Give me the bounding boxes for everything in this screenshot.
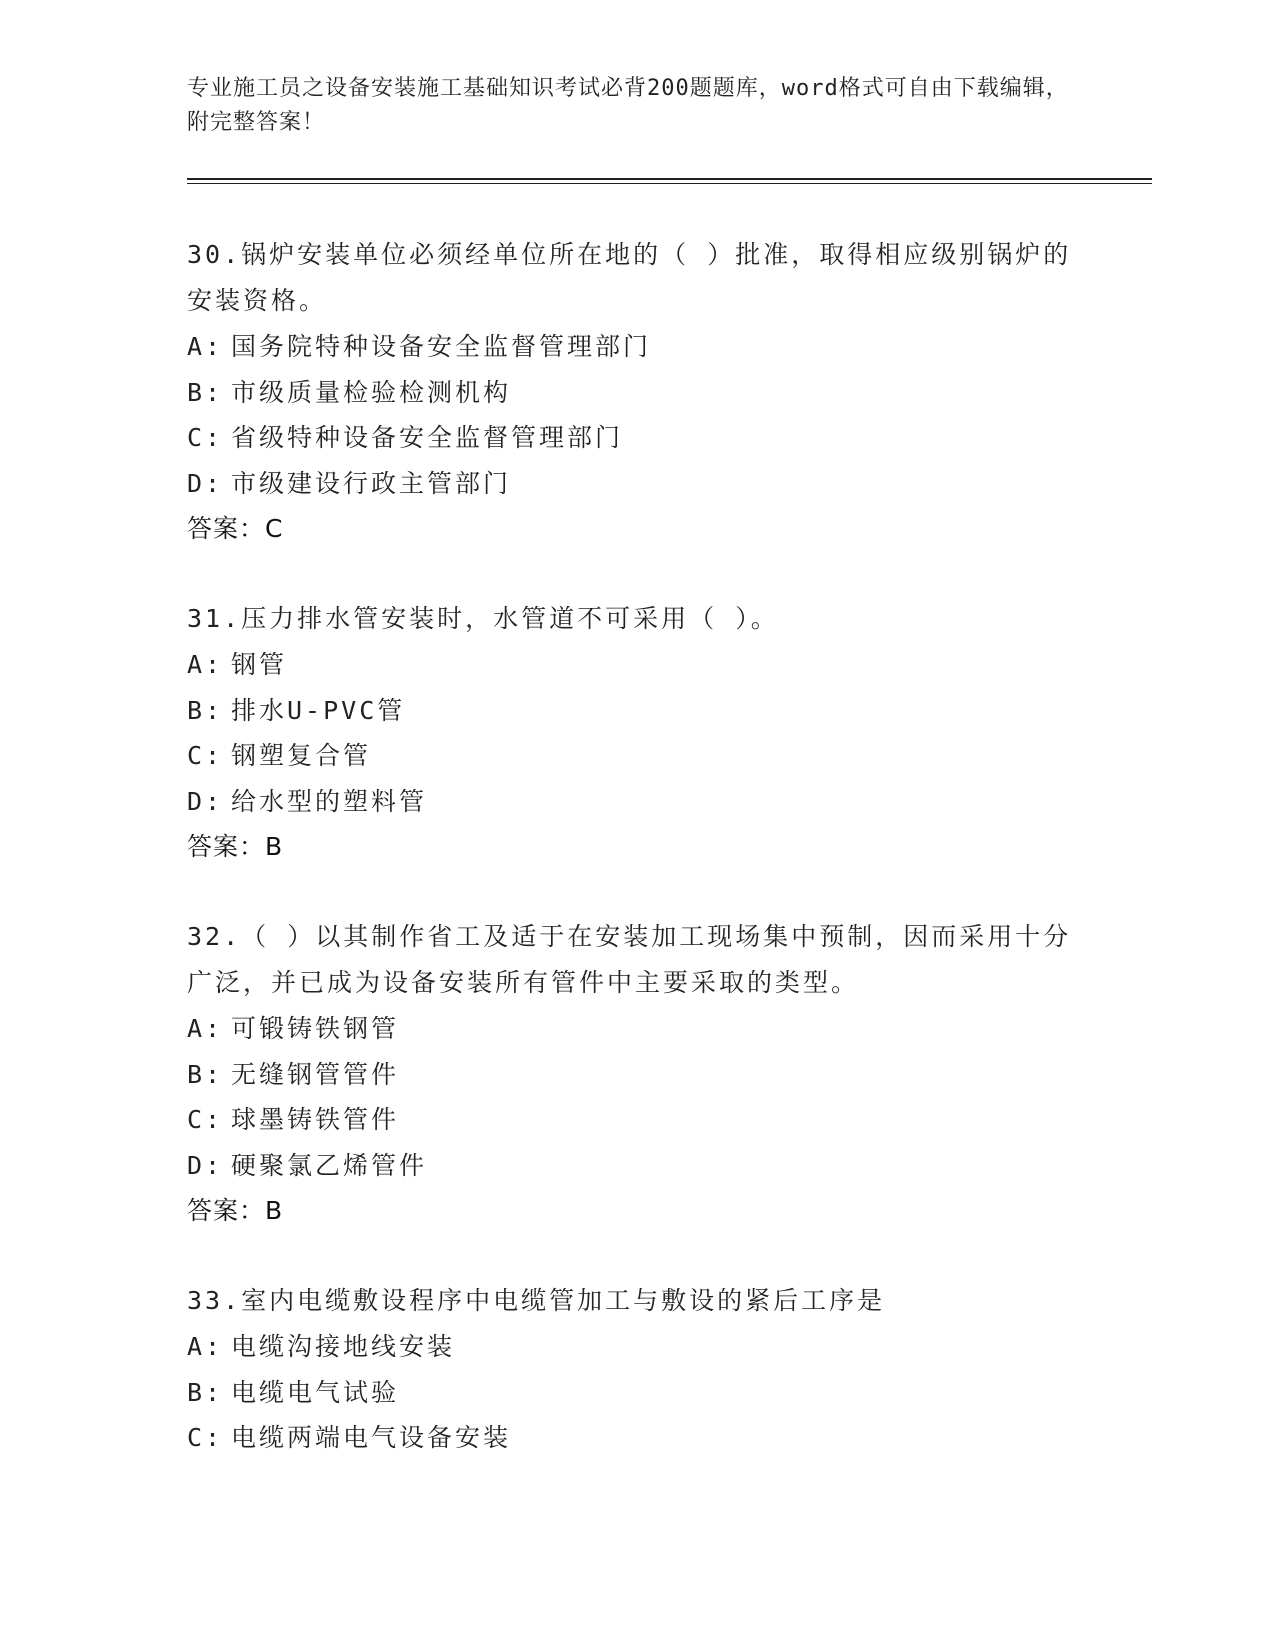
option-letter: C: bbox=[187, 423, 224, 452]
option-text: 国务院特种设备安全监督管理部门 bbox=[231, 332, 652, 361]
option-c bbox=[187, 733, 1087, 779]
option-c bbox=[187, 415, 1087, 461]
option-letter: D: bbox=[187, 1150, 224, 1180]
option-text: 省级特种设备安全监督管理部门 bbox=[231, 423, 624, 452]
option-b bbox=[187, 1370, 1087, 1416]
option-text: 给水型的塑料管 bbox=[231, 786, 428, 816]
question-32 bbox=[187, 914, 1087, 1234]
option-a bbox=[187, 1006, 1087, 1052]
option-letter: B: bbox=[187, 377, 224, 407]
option-text: 电缆电气试验 bbox=[231, 1377, 400, 1407]
option-letter: A: bbox=[187, 650, 224, 679]
option-a bbox=[187, 324, 1087, 370]
option-letter: B: bbox=[187, 1377, 224, 1407]
option-letter: D: bbox=[187, 468, 224, 498]
question-stem: 33.室内电缆敷设程序中电缆管加工与敷设的紧后工序是 bbox=[187, 1286, 886, 1315]
option-letter: B: bbox=[187, 1059, 224, 1089]
question-33 bbox=[187, 1278, 1087, 1461]
question-31 bbox=[187, 596, 1087, 870]
option-d bbox=[187, 779, 1087, 825]
option-text: 硬聚氯乙烯管件 bbox=[231, 1150, 428, 1180]
option-letter: D: bbox=[187, 786, 224, 816]
option-a bbox=[187, 642, 1087, 688]
option-text: 钢管 bbox=[231, 650, 288, 679]
option-c bbox=[187, 1415, 1087, 1461]
option-text: 可锻铸铁钢管 bbox=[231, 1014, 400, 1043]
option-letter: C: bbox=[187, 1423, 224, 1452]
answer-label: 答案：B bbox=[187, 1196, 284, 1225]
question-stem: 32.（ ）以其制作省工及适于在安装加工现场集中预制，因而采用十分广泛，并已成为设备安装所有管件中主要采取的类型。 bbox=[187, 922, 1072, 997]
header-divider-thick bbox=[187, 178, 1152, 180]
option-letter: B: bbox=[187, 695, 224, 725]
option-text: 电缆两端电气设备安装 bbox=[231, 1423, 512, 1452]
option-c bbox=[187, 1097, 1087, 1143]
option-letter: C: bbox=[187, 1105, 224, 1134]
option-text: 钢塑复合管 bbox=[231, 741, 372, 770]
option-b bbox=[187, 688, 1087, 734]
answer-label: 答案：C bbox=[187, 514, 284, 543]
option-letter: A: bbox=[187, 332, 224, 361]
option-text: 球墨铸铁管件 bbox=[231, 1105, 400, 1134]
question-stem: 31.压力排水管安装时，水管道不可采用（ ）。 bbox=[187, 604, 779, 633]
option-b bbox=[187, 1052, 1087, 1098]
option-text: 市级质量检验检测机构 bbox=[231, 377, 512, 407]
option-text: 排水U-PVC管 bbox=[231, 695, 406, 725]
header-divider-thin bbox=[187, 183, 1152, 184]
option-letter: A: bbox=[187, 1332, 224, 1361]
question-stem: 30.锅炉安装单位必须经单位所在地的（ ）批准，取得相应级别锅炉的安装资格。 bbox=[187, 240, 1072, 315]
option-d bbox=[187, 1143, 1087, 1189]
option-a bbox=[187, 1324, 1087, 1370]
option-text: 电缆沟接地线安装 bbox=[231, 1332, 456, 1361]
answer-label: 答案：B bbox=[187, 832, 284, 861]
option-text: 无缝钢管管件 bbox=[231, 1059, 400, 1089]
option-letter: C: bbox=[187, 741, 224, 770]
question-list bbox=[187, 232, 1087, 1505]
option-b bbox=[187, 370, 1087, 416]
option-text: 市级建设行政主管部门 bbox=[231, 468, 512, 498]
question-30 bbox=[187, 232, 1087, 552]
option-letter: A: bbox=[187, 1014, 224, 1043]
option-d bbox=[187, 461, 1087, 507]
document-header-title: 专业施工员之设备安装施工基础知识考试必背200题题库，word格式可自由下载编辑，附完整答案！ bbox=[187, 76, 1069, 135]
